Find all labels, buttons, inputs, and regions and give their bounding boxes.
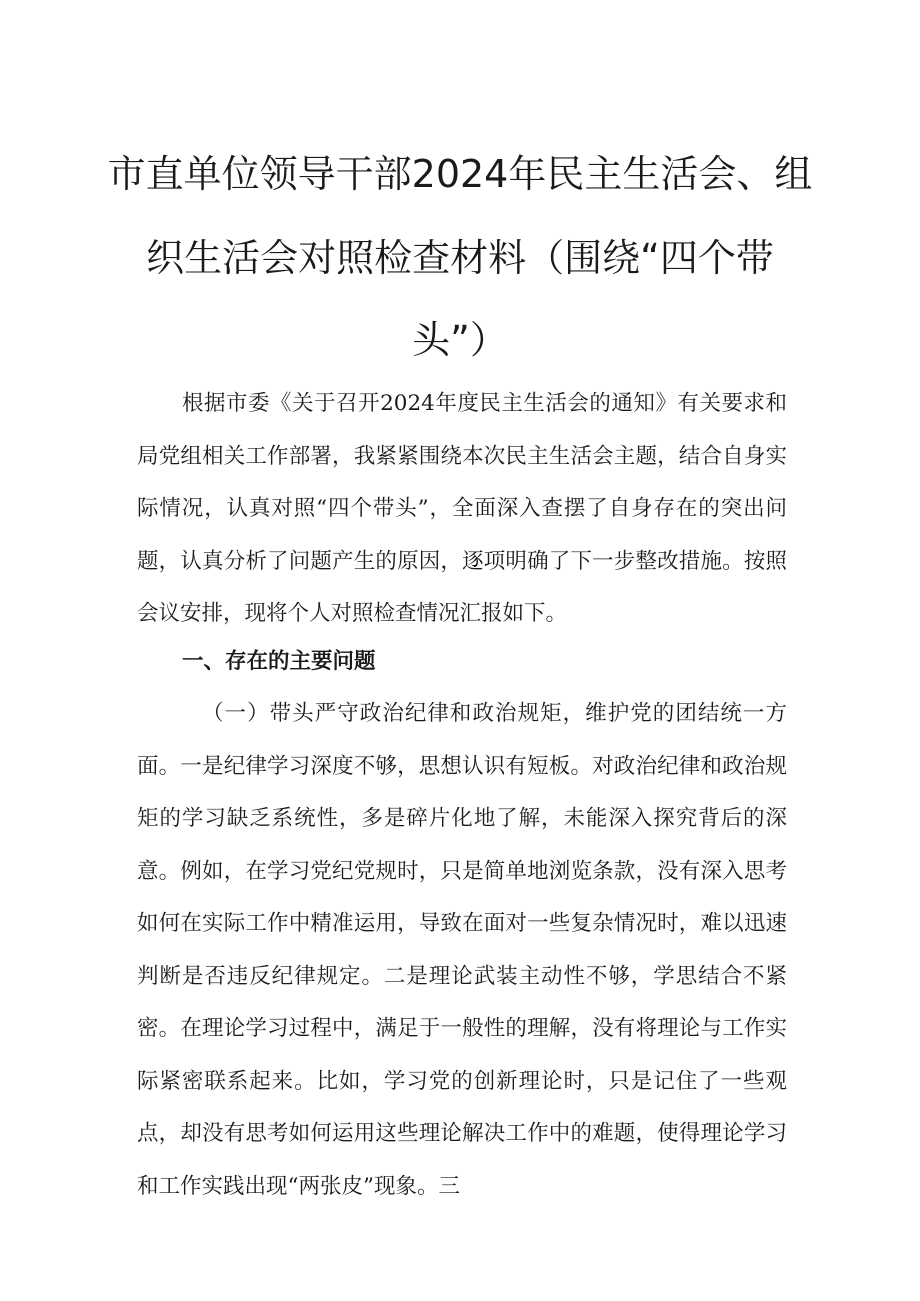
issue-paragraph: （一）带头严守政治纪律和政治规矩，维护党的团结统一方面。一是纪律学习深度不够，思想认识有短板。对政治纪律和政治规矩的学习缺乏系统性，多是碎片化地了解，未能深入探究背后的深意。例如，在学习党纪党规时，只是简单地浏览条款，没有深入思考如何在实际工作中精准运用，导致在面对一些复杂情况时，难以迅速判断是否违反纪律规定。二是理论武装主动性不够，学思结合不紧密。在理论学习过程中，满足于一般性的理解，没有将理论与工作实际紧密联系起来。比如，学习党的创新理论时，只是记住了一些观点，却没有思考如何运用这些理论解决工作中的难题，使得理论学习和工作实践出现“两张皮”现象。三: [137, 701, 787, 1199]
document-title-line-2: 织生活会对照检查材料（围绕“四个带: [146, 236, 774, 280]
section-heading: 一、存在的主要问题: [182, 649, 376, 674]
document-title-line-1: 市直单位领导干部2024年民主生活会、组: [107, 152, 813, 196]
intro-paragraph: 根据市委《关于召开2024年度民主生活会的通知》有关要求和局党组相关工作部署，我紧紧围绕本次民主生活会主题，结合自身实际情况，认真对照“四个带头”，全面深入查摆了自身存在的突出问题，认真分析了问题产生的原因，逐项明确了下一步整改措施。按照会议安排，现将个人对照检查情况汇报如下。: [137, 391, 787, 626]
document-title-line-3: 头”）: [412, 318, 508, 362]
